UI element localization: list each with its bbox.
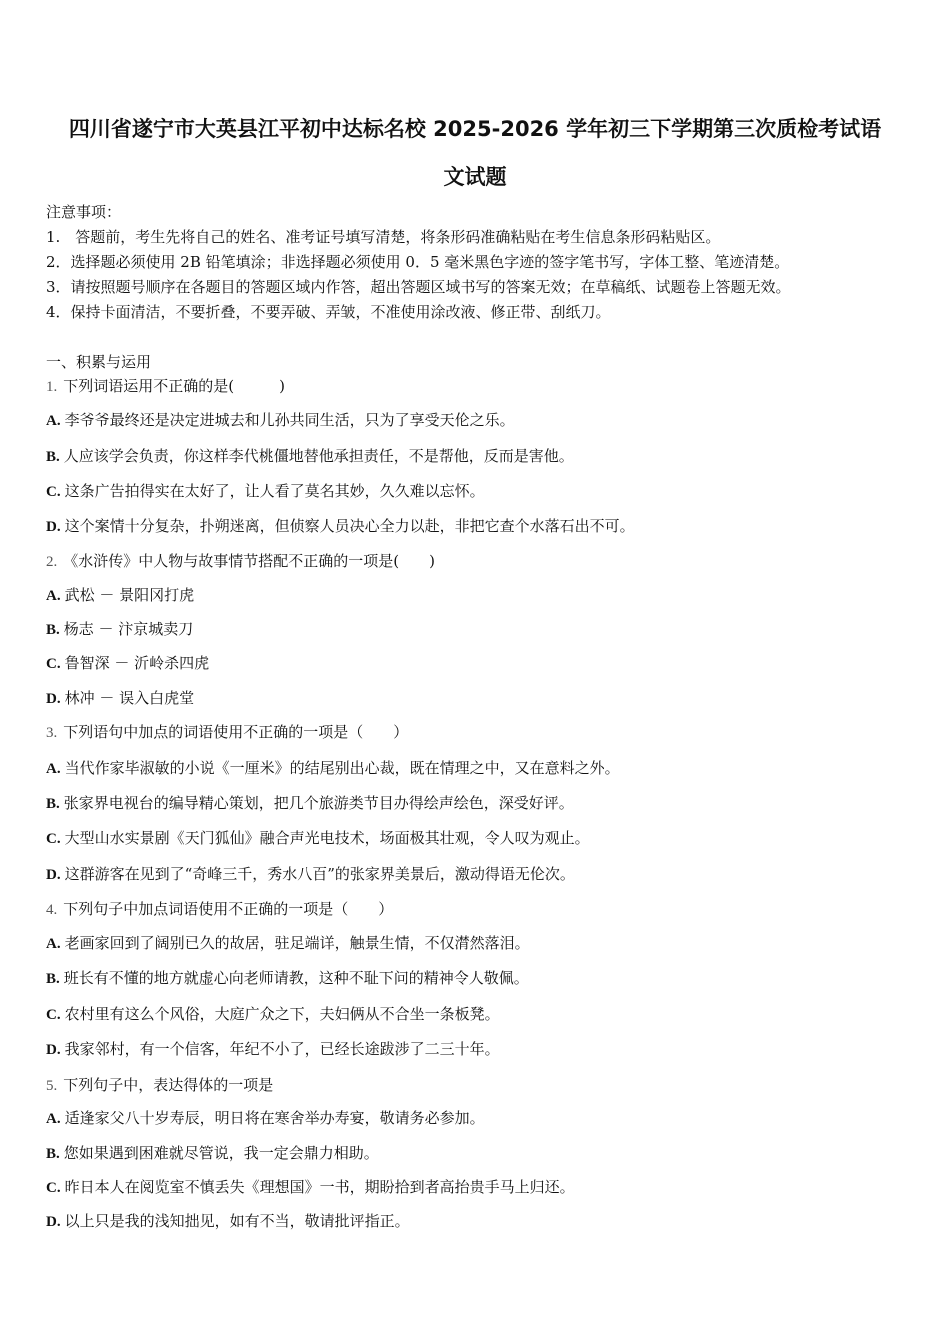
option-letter: A.	[46, 761, 61, 777]
option-letter: A.	[46, 588, 61, 604]
notice-item-3: 3．请按照题号顺序在各题目的答题区域内作答，超出答题区域书写的答案无效；在草稿纸、试题卷上答题无效。	[46, 278, 791, 296]
option-letter: A.	[46, 936, 61, 952]
option-letter: B.	[46, 971, 60, 987]
q1-option-d	[46, 516, 635, 537]
option-text: 班长有不懂的地方就虚心向老师请教，这种不耻下问的精神令人敬佩。	[63, 969, 529, 987]
question-2-stem	[46, 551, 435, 572]
q5-option-a	[46, 1108, 485, 1129]
option-letter: B.	[46, 796, 60, 812]
option-text: 老画家回到了阔别已久的故居，驻足端详，触景生情，不仅潸然落泪。	[64, 934, 530, 952]
option-letter: D.	[46, 519, 61, 535]
option-letter: C.	[46, 484, 61, 500]
option-letter: D.	[46, 691, 61, 707]
option-text: 适逢家父八十岁寿辰，明日将在寒舍举办寿宴，敬请务必参加。	[64, 1109, 485, 1127]
q3-option-b	[46, 793, 574, 814]
option-text: 鲁智深 － 沂岭杀四虎	[64, 654, 210, 672]
q2-option-c	[46, 653, 209, 674]
option-letter: A.	[46, 1111, 61, 1127]
q5-option-d	[46, 1211, 410, 1232]
exam-title-line-2: 文试题	[443, 165, 507, 189]
q5-option-c	[46, 1177, 575, 1198]
q2-option-a	[46, 585, 194, 606]
section-heading: 一、积累与运用	[46, 353, 152, 371]
option-letter: D.	[46, 1214, 61, 1230]
option-text: 这群游客在见到了“奇峰三千，秀水八百”的张家界美景后，激动得语无伦次。	[64, 865, 575, 883]
question-number: 2.	[46, 554, 58, 570]
q3-option-d	[46, 864, 575, 885]
option-text: 以上只是我的浅知拙见，如有不当，敬请批评指正。	[64, 1212, 410, 1230]
q3-option-a	[46, 758, 620, 779]
q4-option-d	[46, 1039, 500, 1060]
question-number: 4.	[46, 902, 58, 918]
question-text: 《水浒传》中人物与故事情节搭配不正确的一项是( )	[63, 552, 435, 570]
option-text: 李爷爷最终还是决定进城去和儿孙共同生活，只为了享受天伦之乐。	[64, 411, 515, 429]
option-letter: C.	[46, 831, 61, 847]
question-text: 下列词语运用不正确的是( )	[63, 377, 285, 395]
question-5-stem	[46, 1075, 273, 1096]
option-letter: D.	[46, 867, 61, 883]
question-number: 1.	[46, 379, 58, 395]
option-text: 林冲 － 误入白虎堂	[64, 689, 195, 707]
option-text: 这条广告拍得实在太好了，让人看了莫名其妙，久久难以忘怀。	[64, 482, 485, 500]
option-text: 当代作家毕淑敏的小说《一厘米》的结尾别出心裁，既在情理之中，又在意料之外。	[64, 759, 620, 777]
notice-item-4: 4．保持卡面清洁，不要折叠，不要弄破、弄皱，不准使用涂改液、修正带、刮纸刀。	[46, 303, 611, 321]
q4-option-c	[46, 1004, 500, 1025]
q3-option-c	[46, 828, 590, 849]
question-3-stem	[46, 722, 408, 743]
option-text: 您如果遇到困难就尽管说，我一定会鼎力相助。	[63, 1144, 379, 1162]
question-number: 5.	[46, 1078, 58, 1094]
option-letter: C.	[46, 1180, 61, 1196]
q1-option-b	[46, 446, 574, 467]
option-text: 武松 － 景阳冈打虎	[64, 586, 195, 604]
question-text: 下列句子中加点词语使用不正确的一项是（ ）	[63, 900, 394, 918]
notice-item-1: 1. 答题前，考生先将自己的姓名、准考证号填写清楚，将条形码准确粘贴在考生信息条形码粘贴区。	[46, 228, 721, 246]
option-letter: B.	[46, 622, 60, 638]
q2-option-d	[46, 688, 194, 709]
q4-option-b	[46, 968, 529, 989]
option-letter: D.	[46, 1042, 61, 1058]
option-letter: C.	[46, 656, 61, 672]
option-letter: A.	[46, 413, 61, 429]
q1-option-a	[46, 410, 515, 431]
option-text: 农村里有这么个风俗，大庭广众之下，夫妇俩从不合坐一条板凳。	[64, 1005, 500, 1023]
option-letter: B.	[46, 449, 60, 465]
question-4-stem	[46, 899, 393, 920]
q4-option-a	[46, 933, 530, 954]
q5-option-b	[46, 1143, 379, 1164]
option-text: 这个案情十分复杂，扑朔迷离，但侦察人员决心全力以赴，非把它查个水落石出不可。	[64, 517, 635, 535]
notice-item-2: 2．选择题必须使用 2B 铅笔填涂；非选择题必须使用 0．5 毫米黑色字迹的签字笔书写，字体工整、笔迹清楚。	[46, 253, 790, 271]
option-text: 人应该学会负责，你这样李代桃僵地替他承担责任，不是帮他，反而是害他。	[63, 447, 574, 465]
question-text: 下列语句中加点的词语使用不正确的一项是（ ）	[63, 723, 409, 741]
option-text: 张家界电视台的编导精心策划，把几个旅游类节目办得绘声绘色，深受好评。	[63, 794, 574, 812]
option-text: 昨日本人在阅览室不慎丢失《理想国》一书，期盼拾到者高抬贵手马上归还。	[64, 1178, 575, 1196]
option-letter: B.	[46, 1146, 60, 1162]
q2-option-b	[46, 619, 193, 640]
exam-title-line-1: 四川省遂宁市大英县江平初中达标名校 2025-2026 学年初三下学期第三次质检考试语	[68, 117, 882, 141]
option-text: 我家邻村，有一个信客，年纪不小了，已经长途跋涉了二三十年。	[64, 1040, 500, 1058]
option-text: 大型山水实景剧《天门狐仙》融合声光电技术，场面极其壮观，令人叹为观止。	[64, 829, 590, 847]
q1-option-c	[46, 481, 485, 502]
option-letter: C.	[46, 1007, 61, 1023]
question-text: 下列句子中，表达得体的一项是	[63, 1076, 274, 1094]
option-text: 杨志 － 汴京城卖刀	[63, 620, 194, 638]
question-1-stem	[46, 376, 285, 397]
question-number: 3.	[46, 725, 58, 741]
notice-heading: 注意事项：	[46, 203, 122, 221]
